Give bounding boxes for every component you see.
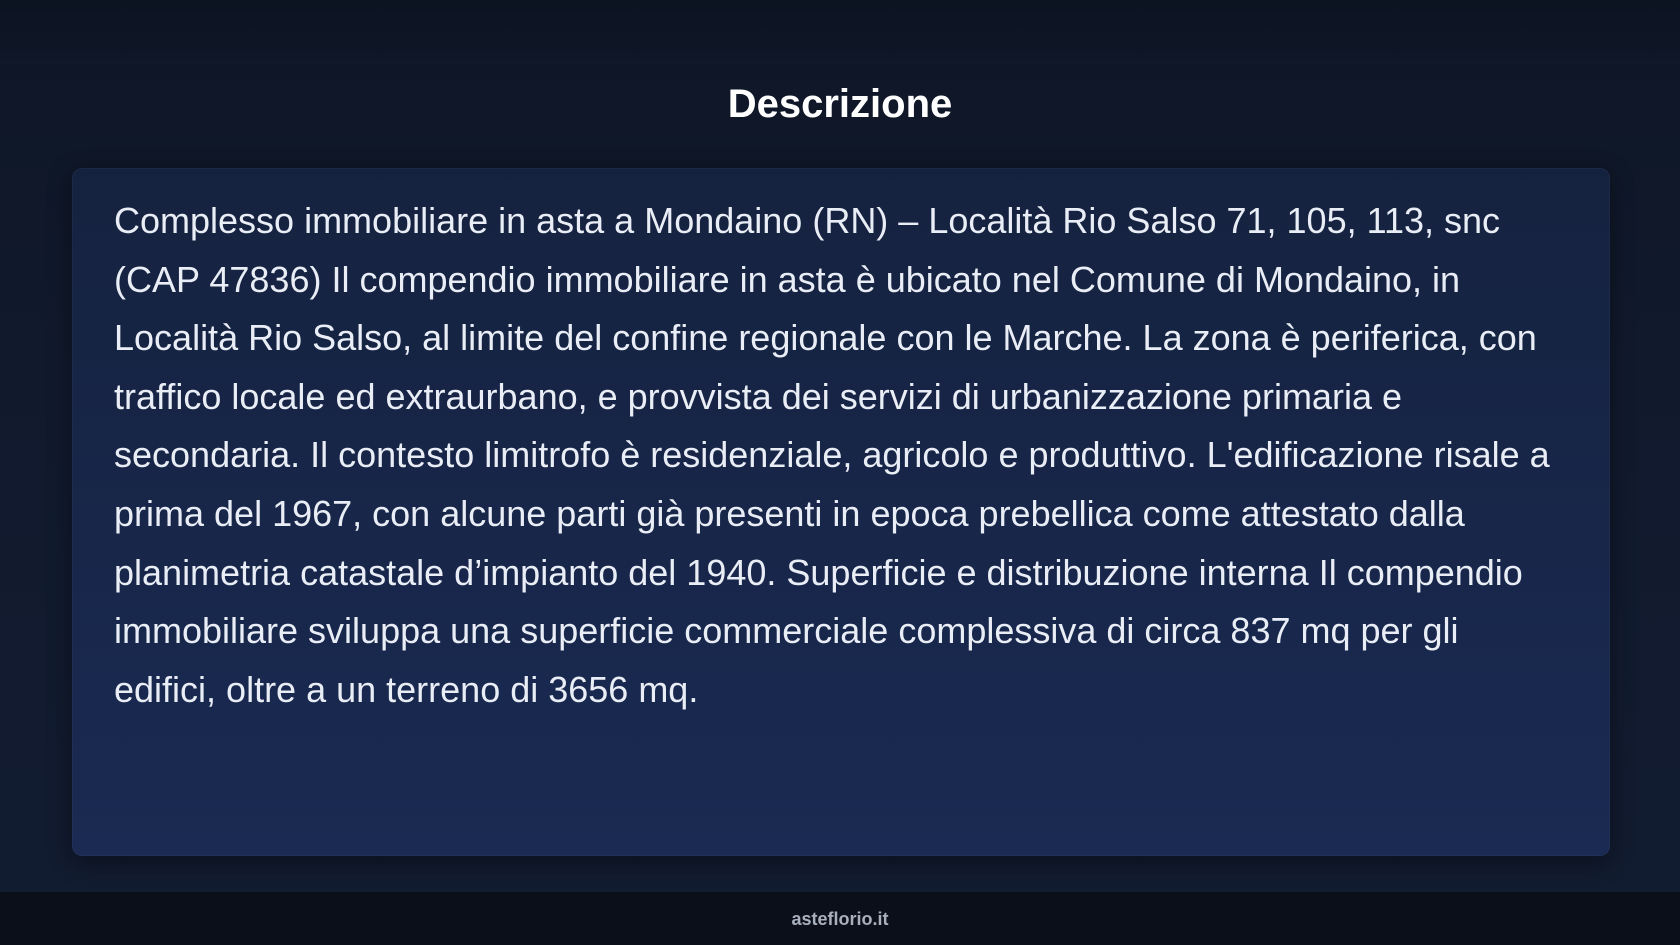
page-title: Descrizione — [727, 82, 953, 126]
description-text: Complesso immobiliare in asta a Mondaino (RN) – Località Rio Salso 71, 105, 113, snc (CAP 47836) Il compendio immobiliare in asta è ubicato nel Comune di Mondaino, in Località Rio Salso, al limite del confine regionale con le Marche. La zona è periferica, con traffico locale ed extraurbano, e provvista dei servizi di urbanizzazione primaria e secondaria. Il contesto limitrofo è residenziale, agricolo e produttivo. L'edificazione risale a prima del 1967, con alcune parti già presenti in epoca prebellica come attestato dalla planimetria catastale d’impianto del 1940. Superficie e distribuzione interna Il compendio immobiliare sviluppa una superficie commerciale complessiva di circa 837 mq per gli edifici, oltre a un terreno di 3656 mq. — [114, 200, 1550, 710]
top-band — [0, 0, 1680, 66]
footer-site-label: asteflorio.it — [791, 909, 889, 929]
description-card — [72, 168, 1610, 856]
footer — [0, 892, 1680, 945]
